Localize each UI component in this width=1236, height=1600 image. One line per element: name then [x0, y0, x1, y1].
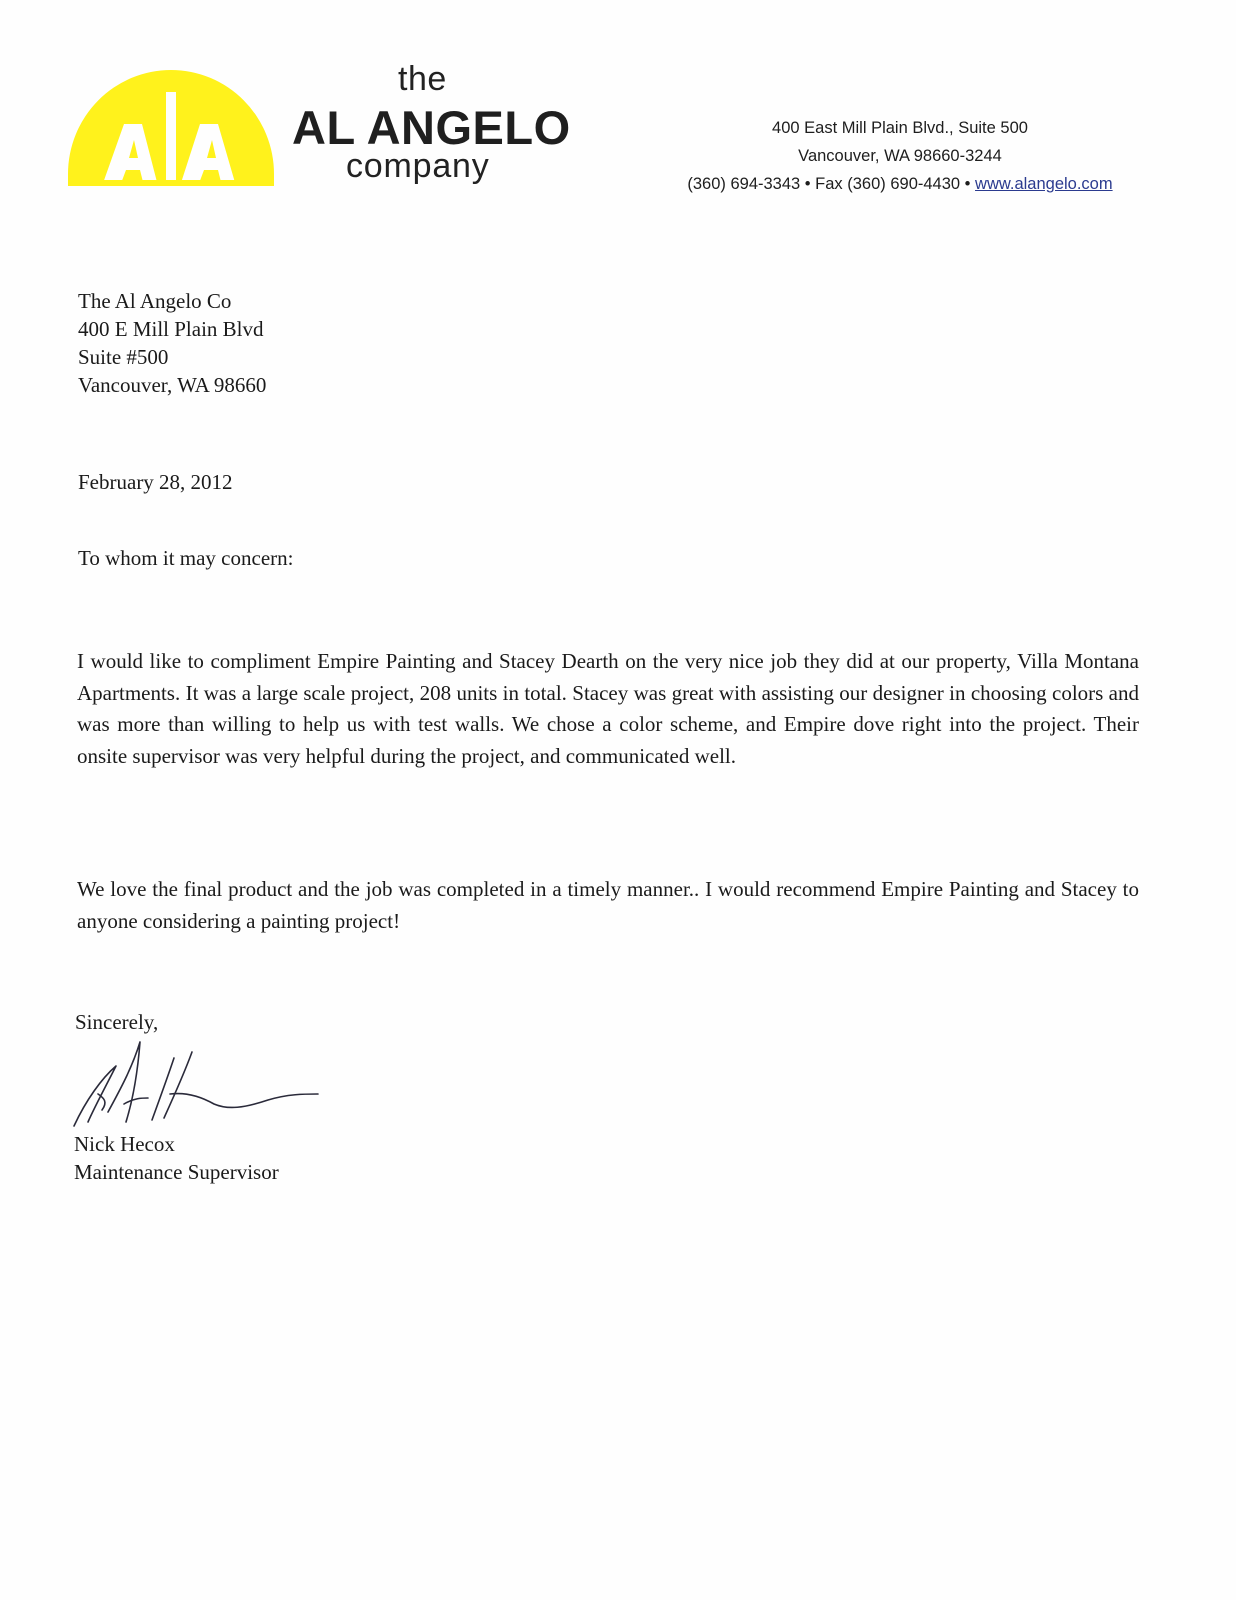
website-link[interactable]: www.alangelo.com — [975, 175, 1113, 193]
letterhead-phone-fax: (360) 694-3343 • Fax (360) 690-4430 • — [687, 175, 976, 193]
closing: Sincerely, — [75, 1010, 159, 1034]
recipient-line2: 400 E Mill Plain Blvd — [78, 317, 264, 341]
brand-company: company — [346, 147, 490, 185]
body-paragraph-2: We love the final product and the job was completed in a timely manner.. I would recommend Empire Painting and Stacey to anyone considering a painting project! — [77, 877, 1139, 933]
brand-the: the — [398, 60, 447, 98]
signer-title: Maintenance Supervisor — [74, 1160, 279, 1184]
company-logo-mark — [68, 62, 274, 186]
letterhead-address-line1: 400 East Mill Plain Blvd., Suite 500 — [772, 119, 1028, 137]
letterhead-phone-line — [660, 170, 1140, 198]
brand-name: AL ANGELO — [292, 101, 571, 154]
recipient-line3: Suite #500 — [78, 345, 169, 369]
letterhead-address-line2: Vancouver, WA 98660-3244 — [798, 147, 1002, 165]
recipient-line1: The Al Angelo Co — [78, 289, 232, 313]
recipient-line4: Vancouver, WA 98660 — [78, 373, 267, 397]
letter-date: February 28, 2012 — [78, 470, 233, 494]
letterhead-contact — [660, 114, 1140, 198]
body-paragraph-1: I would like to compliment Empire Painting and Stacey Dearth on the very nice job they did at our property, Villa Montana Apartments. It was a large scale project, 208 units in total. Stacey was great with assisting our designer in choosing colors and was more than willing to help us with test walls. We chose a color scheme, and Empire dove right into the project. Their onsite supervisor was very helpful during the project, and communicated well. — [77, 649, 1139, 768]
signer-name: Nick Hecox — [74, 1132, 175, 1156]
salutation: To whom it may concern: — [78, 546, 294, 570]
recipient-address — [78, 287, 266, 399]
handwritten-signature — [68, 1038, 328, 1134]
